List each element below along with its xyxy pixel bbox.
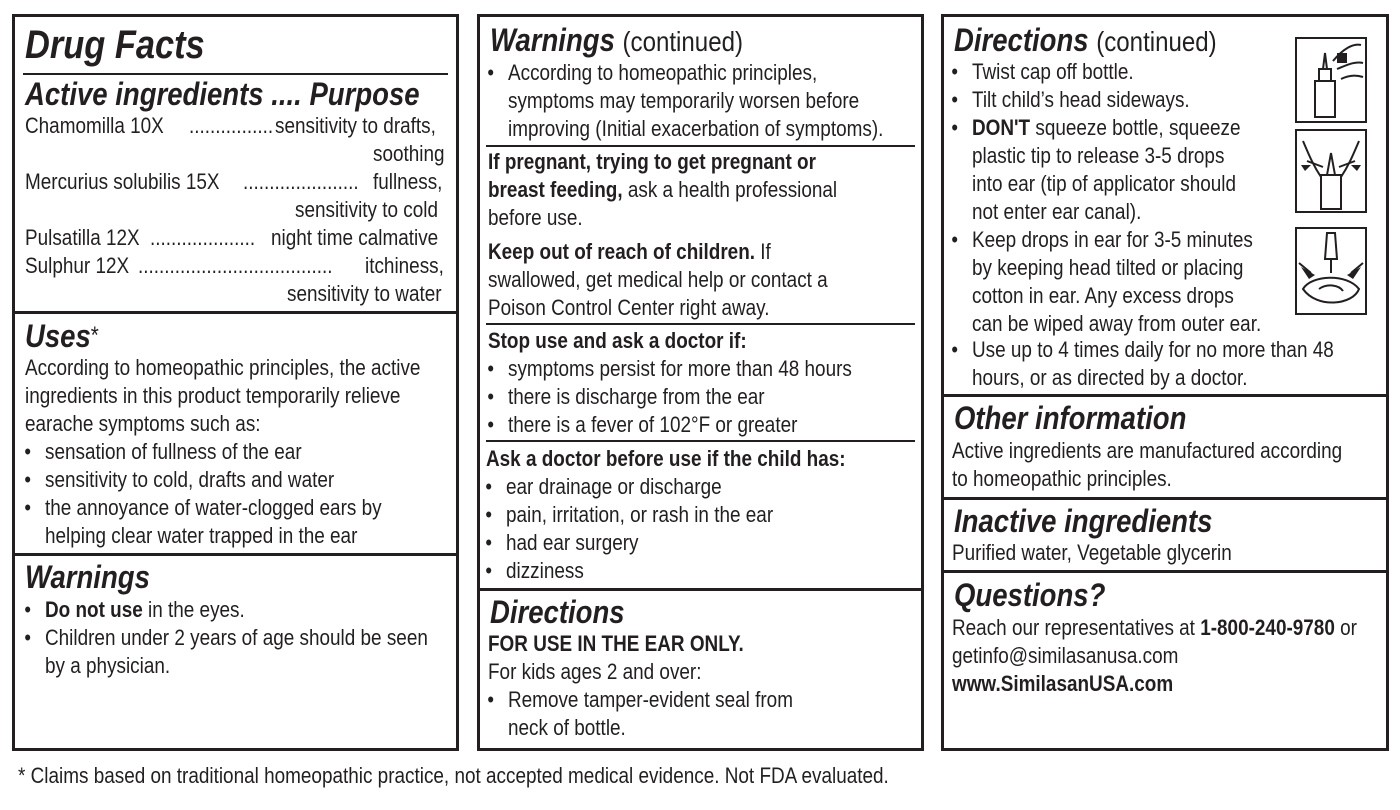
ingredient-purpose: sensitivity to drafts, <box>275 113 436 138</box>
uses-intro-line: ingredients in this product temporarily relieve <box>25 383 401 408</box>
squeeze-illustration <box>1295 129 1367 213</box>
ingredient-dots: ..................................... <box>138 253 333 278</box>
continued-label: (continued) <box>1096 26 1217 57</box>
ingredient-name: Mercurius solubilis 15X <box>25 169 220 194</box>
uses-intro-line: earache symptoms such as: <box>25 411 261 436</box>
active-ingredients-heading: Active ingredients .... Purpose <box>25 76 420 112</box>
directions-bullet-cont: cotton in ear. Any excess drops <box>972 283 1234 308</box>
directions-heading: Directions <box>490 594 625 630</box>
directions-bullet: • Twist cap off bottle. <box>972 58 1134 86</box>
keep-out-line <box>488 238 771 266</box>
warnings-bullet: • Children under 2 years of age should be seen <box>45 624 428 652</box>
stop-use-bullet: • there is discharge from the ear <box>508 383 765 411</box>
keep-out-bold: Keep out of reach of children. <box>488 239 756 264</box>
directions-ear-only: FOR USE IN THE EAR ONLY. <box>488 631 744 656</box>
ingredient-name: Pulsatilla 12X <box>25 225 140 250</box>
ask-doctor-bullet: • dizziness <box>506 557 584 585</box>
section-divider <box>944 570 1386 573</box>
dont-bold: DON'T <box>972 115 1031 140</box>
questions-line <box>952 614 1357 642</box>
drug-facts-column-2 <box>477 14 924 751</box>
drug-facts-column-1 <box>12 14 459 751</box>
questions-heading: Questions? <box>954 577 1106 613</box>
directions-bullet-cont: can be wiped away from outer ear. <box>972 311 1262 336</box>
drug-facts-title: Drug Facts <box>25 23 205 67</box>
directions-continued-heading <box>954 23 1217 59</box>
ear-drops-illustration <box>1295 227 1367 315</box>
directions-bullet: • Keep drops in ear for 3-5 minutes <box>972 226 1253 254</box>
warnings-bold: Do not use <box>45 597 143 622</box>
warnings-bullet-cont: symptoms may temporarily worsen before <box>508 88 860 113</box>
other-information-line: to homeopathic principles. <box>952 466 1172 491</box>
uses-asterisk: * <box>90 322 99 349</box>
ingredient-purpose-cont: sensitivity to cold <box>295 197 439 222</box>
stop-use-heading: Stop use and ask a doctor if: <box>488 328 747 353</box>
warnings-text: in the eyes. <box>142 597 245 622</box>
warnings-bullet-cont: improving (Initial exacerbation of symptoms). <box>508 116 884 141</box>
website-link[interactable]: www.SimilasanUSA.com <box>952 671 1174 696</box>
pregnant-text: ask a health professional <box>622 177 838 202</box>
directions-bullet-cont: not enter ear canal). <box>972 199 1142 224</box>
dropper-hand-icon <box>1297 131 1365 211</box>
warnings-heading-text: Warnings <box>490 22 615 58</box>
directions-bullet <box>972 114 1240 142</box>
directions-bullet-cont: by keeping head tilted or placing <box>972 255 1244 280</box>
uses-intro-line: According to homeopathic principles, the active <box>25 355 421 380</box>
pregnant-warning-line: If pregnant, trying to get pregnant or <box>488 149 816 174</box>
uses-heading-text: Uses <box>25 318 91 354</box>
footnote: * Claims based on traditional homeopathic practice, not accepted medical evidence. Not FDA evaluated. <box>18 763 889 788</box>
warnings-bullet: • According to homeopathic principles, <box>508 59 817 87</box>
twist-cap-illustration <box>1295 37 1367 123</box>
section-rule <box>486 323 915 325</box>
ingredient-purpose: fullness, <box>373 169 443 194</box>
inactive-ingredients-heading: Inactive ingredients <box>954 503 1213 539</box>
title-rule <box>23 73 448 75</box>
uses-bullet: • sensitivity to cold, drafts and water <box>45 466 334 494</box>
uses-bullet: • the annoyance of water-clogged ears by <box>45 494 382 522</box>
directions-bullet: • Tilt child’s head sideways. <box>972 86 1190 114</box>
uses-bullet: • sensation of fullness of the ear <box>45 438 302 466</box>
ingredient-purpose-cont: soothing <box>373 141 445 166</box>
keep-out-line: Poison Control Center right away. <box>488 295 770 320</box>
ingredient-dots: .................... <box>150 225 256 250</box>
directions-bullet-cont: hours, or as directed by a doctor. <box>972 365 1248 390</box>
warnings-bullet-cont: by a physician. <box>45 653 171 678</box>
keep-out-line: swallowed, get medical help or contact a <box>488 267 828 292</box>
ingredient-purpose-cont: sensitivity to water <box>287 281 442 306</box>
drug-facts-column-3 <box>941 14 1389 751</box>
continued-label: (continued) <box>622 26 744 57</box>
ingredient-dots: ...................... <box>243 169 359 194</box>
ingredient-purpose: night time calmative <box>271 225 439 250</box>
uses-heading <box>25 319 99 353</box>
ingredient-purpose: itchiness, <box>365 253 444 278</box>
pregnant-warning-line: before use. <box>488 205 583 230</box>
section-divider <box>944 394 1386 397</box>
questions-text: Reach our representatives at <box>952 615 1201 640</box>
inactive-ingredients-text: Purified water, Vegetable glycerin <box>952 540 1232 565</box>
ear-icon <box>1297 229 1365 313</box>
questions-text: or <box>1334 615 1357 640</box>
ask-doctor-bullet: • pain, irritation, or rash in the ear <box>506 501 773 529</box>
bottle-cap-icon <box>1297 39 1365 121</box>
phone-number[interactable]: 1-800-240-9780 <box>1200 615 1335 640</box>
section-divider <box>480 588 921 591</box>
keep-out-text: If <box>755 239 771 264</box>
directions-bullet: • Remove tamper-evident seal from <box>508 686 793 714</box>
warnings-heading: Warnings <box>25 559 150 595</box>
stop-use-bullet: • symptoms persist for more than 48 hours <box>508 355 852 383</box>
other-information-line: Active ingredients are manufactured according <box>952 438 1343 463</box>
ask-doctor-heading: Ask a doctor before use if the child has: <box>486 446 846 471</box>
section-rule <box>486 440 915 442</box>
pregnant-bold: breast feeding, <box>488 177 623 202</box>
ingredient-name: Chamomilla 10X <box>25 113 164 138</box>
section-divider <box>944 497 1386 500</box>
section-rule <box>486 145 915 147</box>
pregnant-warning-line <box>488 176 837 204</box>
ask-doctor-bullet: • had ear surgery <box>506 529 639 557</box>
warnings-bullet <box>45 596 245 624</box>
directions-bullet-cont: into ear (tip of applicator should <box>972 171 1236 196</box>
email-address[interactable]: getinfo@similasanusa.com <box>952 643 1179 668</box>
directions-bullet: • Use up to 4 times daily for no more than 48 <box>972 336 1334 364</box>
ingredient-name: Sulphur 12X <box>25 253 130 278</box>
ask-doctor-bullet: • ear drainage or discharge <box>506 473 722 501</box>
warnings-continued-heading <box>490 23 743 59</box>
dont-text: squeeze bottle, squeeze <box>1030 115 1241 140</box>
directions-kids: For kids ages 2 and over: <box>488 659 702 684</box>
directions-bullet-cont: plastic tip to release 3-5 drops <box>972 143 1225 168</box>
stop-use-bullet: • there is a fever of 102°F or greater <box>508 411 797 439</box>
section-divider <box>15 311 456 314</box>
directions-heading-text: Directions <box>954 22 1089 58</box>
other-information-heading: Other information <box>954 400 1187 436</box>
directions-bullet-cont: neck of bottle. <box>508 715 626 740</box>
ingredient-dots: ................ <box>189 113 274 138</box>
section-divider <box>15 553 456 556</box>
uses-bullet-cont: helping clear water trapped in the ear <box>45 523 358 548</box>
